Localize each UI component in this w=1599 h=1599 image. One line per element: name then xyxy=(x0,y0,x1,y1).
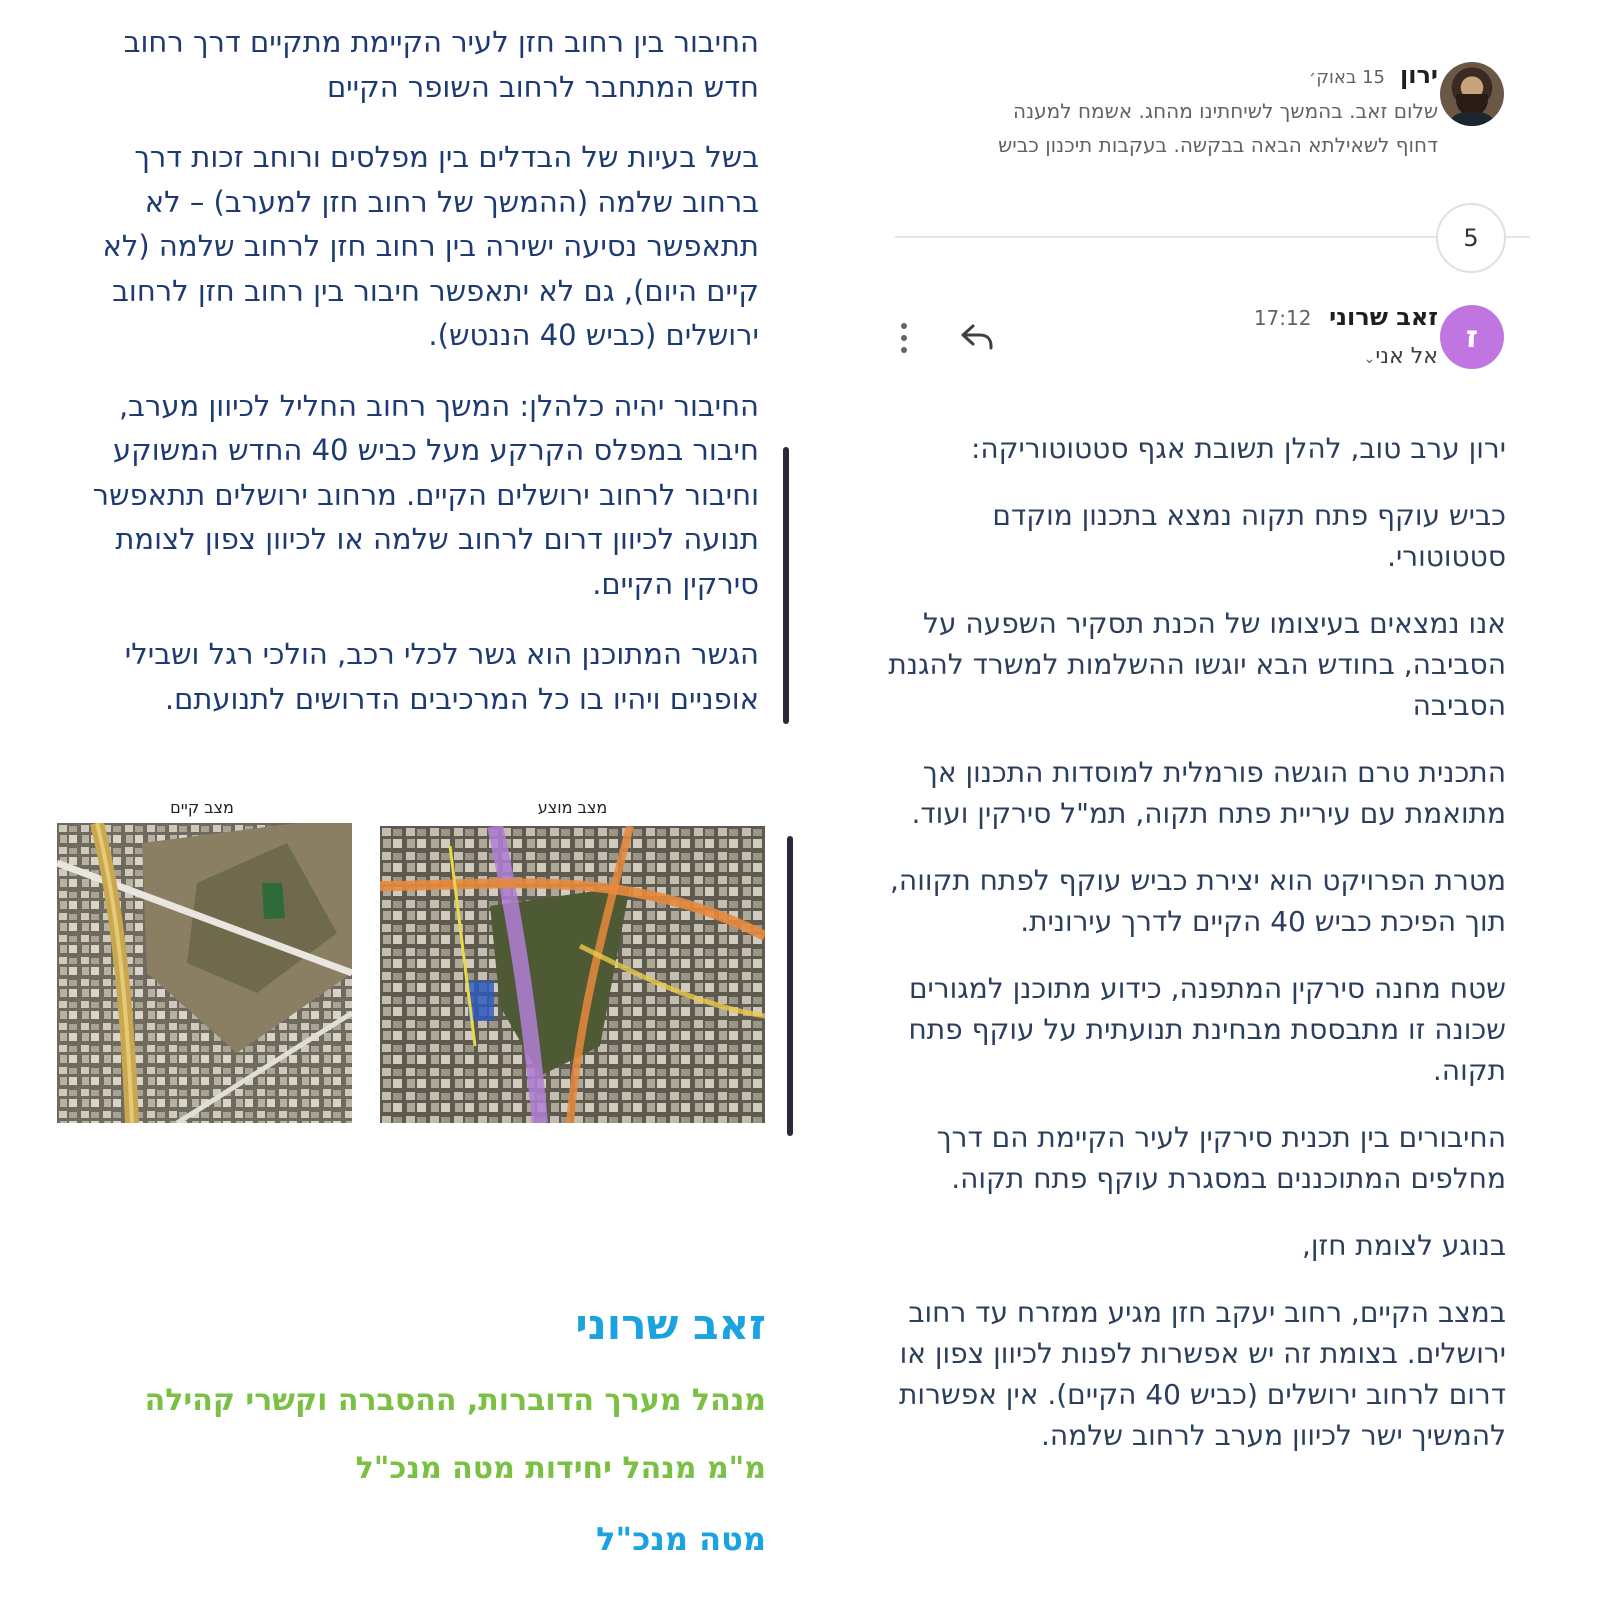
body-paragraph: מטרת הפרויקט הוא יצירת כביש עוקף לפתח תקווה, תוך הפיכת כביש 40 הקיים לדרך עירונית. xyxy=(890,864,1506,938)
current-message-time: 17:12 xyxy=(1253,306,1312,330)
scrollbar-left-edge xyxy=(787,836,793,1136)
message-body xyxy=(886,428,1506,1482)
previous-message-snippet[interactable] xyxy=(878,94,1438,162)
snippet-line-2: דחוף לשאילתא הבאה בבקשה. בעקבות תיכנון כביש xyxy=(998,133,1438,157)
signature-unit: מטה מנכ"ל xyxy=(596,1520,766,1558)
chevron-down-icon: ⌄ xyxy=(1363,351,1376,367)
sender-avatar-photo[interactable] xyxy=(1440,62,1504,126)
previous-message-header[interactable] xyxy=(878,58,1438,95)
scrollbar-left-edge xyxy=(783,447,789,724)
collapsed-messages-count[interactable]: 5 xyxy=(1436,203,1506,273)
body-paragraph: במצב הקיים, רחוב יעקב חזן מגיע ממזרח עד רחוב ירושלים. בצומת זה יש אפשרות לפנות לכיוון צפון או דרום לרחוב ירושלים (כביש 40 הקיים). אין אפשרות להמשיך ישר לכיוון מערב לרחוב שלמה. xyxy=(899,1296,1506,1452)
map-proposed-label: מצב מוצע xyxy=(537,798,608,817)
document-paragraph: החיבור יהיה כלהלן: המשך רחוב החליל לכיוון מערב, חיבור במפלס הקרקע מעל כביש 40 החדש המשוקע וחיבור לרחוב ירושלים הקיים. מרחוב ירושלים תתאפשר תנועה לכיוון דרום לרחוב שלמה או לכיוון צפון לצומת סירקין הקיים. xyxy=(92,388,759,601)
sender-avatar-letter[interactable]: ז xyxy=(1440,305,1504,369)
recipient-label: אל אני xyxy=(1375,344,1438,369)
current-sender-name: זאב שרוני xyxy=(1329,303,1438,331)
previous-message-date: 15 באוק׳ xyxy=(1308,67,1385,88)
snippet-line-1: שלום זאב. בהמשך לשיחתינו מהחג. אשמח למענה xyxy=(1013,99,1438,123)
reply-icon[interactable] xyxy=(960,322,994,352)
collapsed-thread-divider xyxy=(895,236,1530,238)
signature-title: מנהל מערך הדוברות, ההסברה וקשרי קהילה xyxy=(144,1383,766,1418)
previous-sender-name: ירון xyxy=(1400,61,1438,89)
document-paragraph: בשל בעיות של הבדלים בין מפלסים ורוחב זכות דרך ברחוב שלמה (ההמשך של רחוב חזן למערב) – לא תתאפשר נסיעה ישירה בין רחוב חזן לרחוב שלמה (לא קיים היום), גם לא יתאפשר חיבור בין רחוב חזן לרחוב ירושלים (כביש 40 הננטש). xyxy=(102,140,759,352)
current-message-header xyxy=(1138,300,1438,335)
map-proposed-image xyxy=(380,826,765,1123)
recipient-details-toggle[interactable] xyxy=(1238,340,1438,376)
document-body xyxy=(79,20,759,747)
body-paragraph: כביש עוקף פתח תקוה נמצא בתכנון מוקדם סטטוטורי. xyxy=(992,499,1506,573)
body-paragraph: שטח מחנה סירקין המתפנה, כידוע מתוכנן למגורים שכונה זו מתבססת מבחינת תנועתית על עוקף פתח תקוה. xyxy=(908,972,1506,1087)
body-paragraph: התכנית טרם הוגשה פורמלית למוסדות התכנון אך מתואמת עם עיריית פתח תקוה, תמ"ל סירקין ועוד. xyxy=(911,756,1506,830)
map-existing-image xyxy=(57,823,352,1123)
signature-title: מ"מ מנהל יחידות מטה מנכ"ל xyxy=(355,1451,766,1486)
signature-name: זאב שרוני xyxy=(575,1300,766,1349)
body-paragraph: אנו נמצאים בעיצומו של הכנת תסקיר השפעה על הסביבה, בחודש הבא יוגשו ההשלמות למשרד להגנת הסביבה xyxy=(888,607,1506,722)
map-existing-label: מצב קיים xyxy=(170,798,234,817)
document-paragraph: הגשר המתוכנן הוא גשר לכלי רכב, הולכי רגל ושבילי אופניים ויהיו בו כל המרכיבים הדרושים לתנועתם. xyxy=(124,637,759,716)
body-paragraph: החיבורים בין תכנית סירקין לעיר הקיימת הם דרך מחלפים המתוכננים במסגרת עוקף פתח תקוה. xyxy=(936,1121,1506,1195)
body-paragraph: ירון ערב טוב, להלן תשובת אגף סטטוטוריקה: xyxy=(970,432,1506,465)
body-paragraph: בנוגע לצומת חזן, xyxy=(1302,1229,1506,1262)
more-options-icon[interactable] xyxy=(898,320,910,356)
document-paragraph: החיבור בין רחוב חזן לעיר הקיימת מתקיים דרך רחוב חדש המתחבר לרחוב השופר הקיים xyxy=(123,25,759,104)
